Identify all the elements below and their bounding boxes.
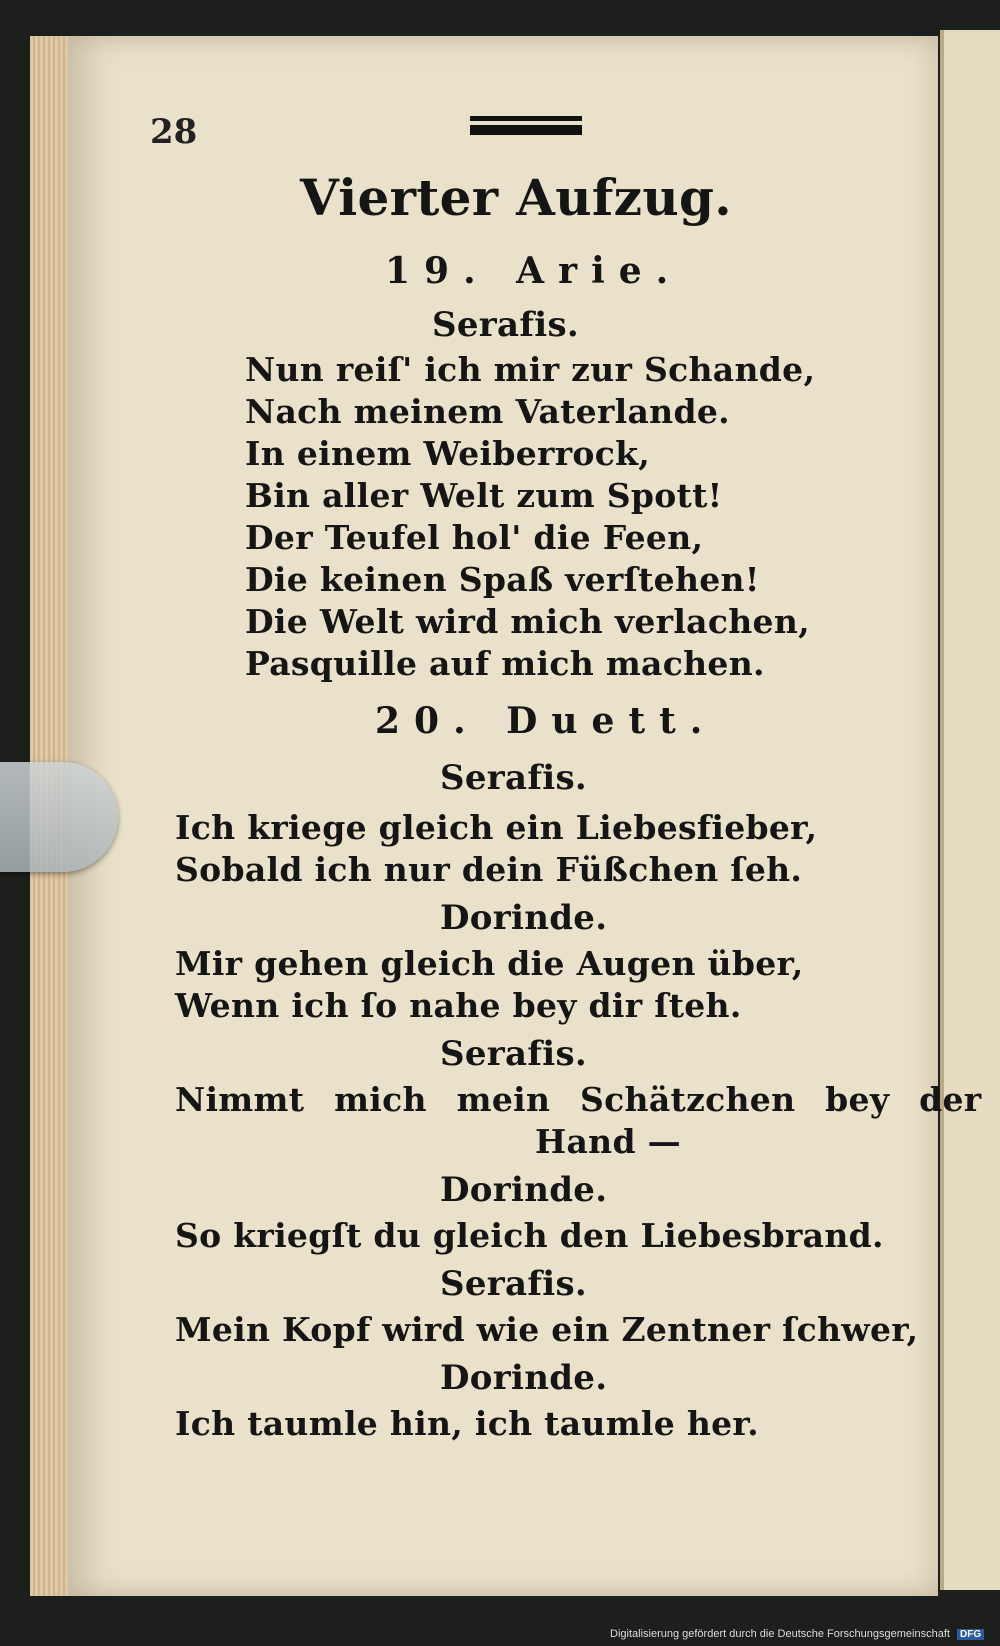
- verse-line: So kriegſt du gleich den Liebesbrand.: [175, 1216, 884, 1255]
- verse-line: Mir gehen gleich die Augen über,: [175, 944, 804, 983]
- duett-heading: 20. Duett.: [375, 700, 717, 742]
- chapter-title: Vierter Aufzug.: [300, 168, 732, 227]
- arie-heading: 19. Arie.: [385, 250, 683, 292]
- verse-line: Die keinen Spaß verſtehen!: [245, 560, 760, 599]
- verse-line: Nach meinem Vaterlande.: [245, 392, 730, 431]
- verse-line: Wenn ich ſo nahe bey dir ſteh.: [175, 986, 742, 1025]
- header-ornament: [470, 116, 582, 138]
- speaker-label: Dorinde.: [440, 1358, 608, 1398]
- verse-line: Die Welt wird mich verlachen,: [245, 602, 810, 641]
- speaker-label: Dorinde.: [440, 898, 608, 938]
- verse-line: Pasquille auf mich machen.: [245, 644, 765, 683]
- verse-line: Ich taumle hin, ich taumle her.: [175, 1404, 759, 1443]
- page-number: 28: [150, 112, 198, 152]
- speaker-label: Serafis.: [440, 758, 588, 798]
- speaker-label: Dorinde.: [440, 1170, 608, 1210]
- footer-credit: [610, 1628, 984, 1640]
- verse-line: Ich kriege gleich ein Liebesfieber,: [175, 808, 818, 847]
- verse-line: Sobald ich nur dein Füßchen ſeh.: [175, 850, 803, 889]
- verse-line: Bin aller Welt zum Spott!: [245, 476, 723, 515]
- speaker-label: Serafis.: [440, 1034, 588, 1074]
- verse-line: In einem Weiberrock,: [245, 434, 651, 473]
- verse-line: Mein Kopf wird wie ein Zentner ſchwer,: [175, 1310, 919, 1349]
- speaker-label: Serafis.: [432, 305, 580, 345]
- speaker-label: Serafis.: [440, 1264, 588, 1304]
- dfg-logo: DFG: [957, 1629, 984, 1640]
- footer-credit-text: Digitalisierung gefördert durch die Deutsche Forschungsgemeinschaft: [610, 1628, 950, 1640]
- verse-line: Der Teufel hol' die Feen,: [245, 518, 704, 557]
- facing-page-edge: [940, 30, 1000, 1590]
- verse-line: Hand —: [535, 1122, 681, 1161]
- verse-line: Nimmt mich mein Schätzchen bey der: [175, 1080, 982, 1119]
- verse-line: Nun reiſ' ich mir zur Schande,: [245, 350, 816, 389]
- page-clip: [0, 762, 118, 872]
